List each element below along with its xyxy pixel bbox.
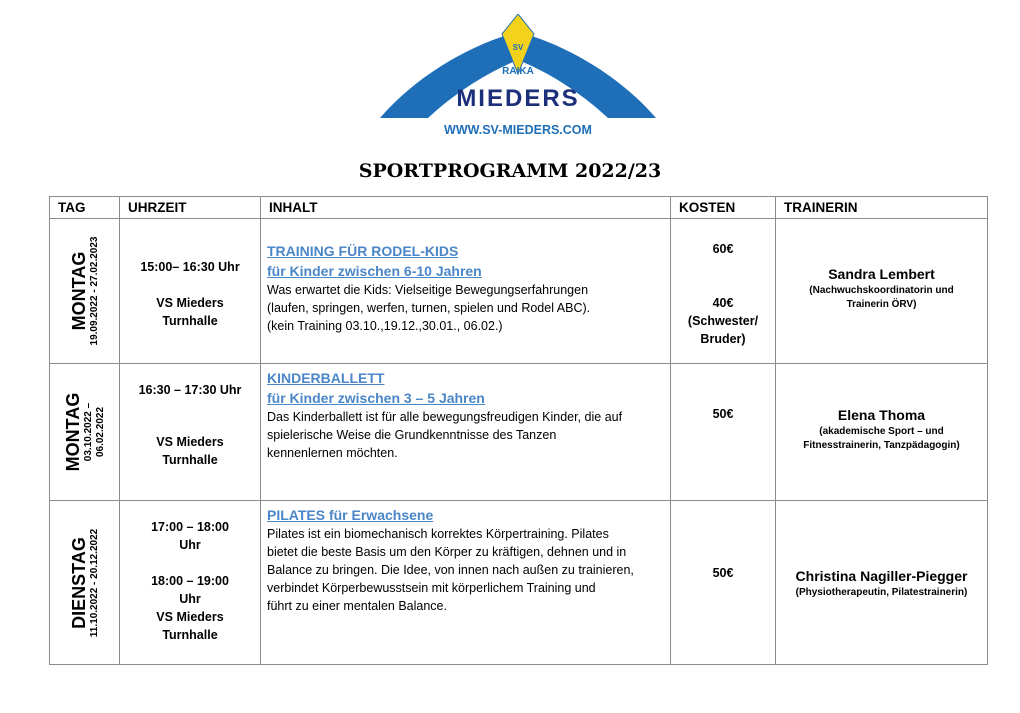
day-cell [50, 501, 120, 665]
location-text: VS Mieders [156, 435, 224, 449]
header-kosten: KOSTEN [671, 197, 776, 219]
trainer-cell [776, 364, 988, 501]
cost-cell [671, 501, 776, 665]
header-inhalt: INHALT [261, 197, 671, 219]
day-name: MONTAG [68, 251, 89, 331]
header-uhrzeit: UHRZEIT [120, 197, 261, 219]
course-description: verbindet Körperbewusstsein mit körperlichem Training und [267, 581, 596, 595]
table-row [50, 501, 988, 665]
cost-cell [671, 364, 776, 501]
table-row [50, 364, 988, 501]
course-description: führt zu einer mentalen Balance. [267, 599, 447, 613]
course-description: kennenlernen möchten. [267, 446, 398, 460]
course-subtitle-link[interactable]: für Kinder zwischen 3 – 5 Jahren [267, 390, 485, 406]
day-dates: 06.02.2022 [94, 406, 106, 458]
course-subtitle-link[interactable]: für Kinder zwischen 6-10 Jahren [267, 263, 482, 279]
trainer-cell [776, 501, 988, 665]
time-text: Uhr [179, 592, 201, 606]
club-logo [376, 14, 660, 144]
location-text: Turnhalle [162, 453, 218, 467]
time-cell [120, 364, 261, 501]
time-cell [120, 501, 261, 665]
trainer-cell [776, 219, 988, 364]
time-text: 15:00– 16:30 Uhr [140, 260, 240, 274]
course-title-link[interactable]: PILATES für Erwachsene [267, 507, 434, 523]
location-text: Turnhalle [162, 314, 218, 328]
program-table [49, 196, 988, 665]
course-description: bietet die beste Basis um den Körper zu kräftigen, dehnen und in [267, 545, 627, 559]
page-title: SPORTPROGRAMM 2022/23 [358, 160, 662, 182]
course-title-link[interactable]: KINDERBALLETT [267, 370, 385, 386]
time-text: 16:30 – 17:30 Uhr [138, 383, 242, 397]
day-dates: 11.10.2022 - 20.12.2022 [88, 528, 100, 637]
course-title-link[interactable]: TRAINING FÜR RODEL-KIDS [267, 243, 459, 259]
course-description: (kein Training 03.10.,19.12.,30.01., 06.02.) [267, 319, 503, 333]
course-description: (laufen, springen, werfen, turnen, spielen und Rodel ABC). [267, 301, 591, 315]
trainer-name: Christina Nagiller-Piegger [795, 568, 968, 584]
cost-value: 50€ [712, 407, 734, 421]
content-cell [261, 501, 671, 665]
cost-note: (Schwester/ [687, 314, 759, 328]
course-description: Pilates ist ein biomechanisch korrektes Körpertraining. Pilates [267, 527, 609, 541]
time-text: Uhr [179, 538, 201, 552]
day-cell [50, 219, 120, 364]
cost-value: 60€ [712, 242, 734, 256]
logo-name-text: MIEDERS [456, 85, 580, 112]
trainer-role: Fitnesstrainerin, Tanzpädagogin) [803, 440, 960, 451]
trainer-name: Sandra Lembert [828, 266, 935, 282]
cost-cell [671, 219, 776, 364]
location-text: VS Mieders [156, 610, 224, 624]
trainer-role: (Physiotherapeutin, Pilatestrainerin) [795, 587, 968, 598]
location-text: VS Mieders [156, 296, 224, 310]
day-name: MONTAG [62, 392, 83, 472]
content-cell [261, 364, 671, 501]
table-header-row [50, 197, 988, 219]
time-cell [120, 219, 261, 364]
logo-raika-text: RAIKA [502, 66, 534, 77]
course-description: Balance zu bringen. Die Idee, von innen nach außen zu trainieren, [267, 563, 634, 577]
content-cell [261, 219, 671, 364]
trainer-name: Elena Thoma [837, 407, 926, 423]
time-text: 17:00 – 18:00 [151, 520, 229, 534]
header-tag: TAG [50, 197, 120, 219]
location-text: Turnhalle [162, 628, 218, 642]
course-description: spielerische Weise die Grundkenntnisse des Tanzen [267, 428, 557, 442]
logo-graphic [376, 14, 660, 144]
course-description: Das Kinderballett ist für alle bewegungsfreudigen Kinder, die auf [267, 410, 623, 424]
logo-url-text: WWW.SV-MIEDERS.COM [444, 123, 592, 137]
course-description: Was erwartet die Kids: Vielseitige Bewegungserfahrungen [267, 283, 589, 297]
day-dates: 19.09.2022 - 27.02.2023 [88, 236, 100, 346]
table-row [50, 219, 988, 364]
trainer-role: Trainerin ÖRV) [846, 299, 917, 310]
cost-value: 40€ [712, 296, 734, 310]
header-trainerin: TRAINERIN [776, 197, 988, 219]
day-name: DIENSTAG [68, 536, 89, 629]
trainer-role: (Nachwuchskoordinatorin und [809, 285, 954, 296]
trainer-role: (akademische Sport – und [819, 426, 944, 437]
logo-sv-text: SV [512, 43, 524, 52]
day-dates: 03.10.2022 – [82, 402, 94, 462]
cost-note: Bruder) [700, 332, 746, 346]
cost-value: 50€ [712, 566, 734, 580]
time-text: 18:00 – 19:00 [151, 574, 229, 588]
day-cell [50, 364, 120, 501]
